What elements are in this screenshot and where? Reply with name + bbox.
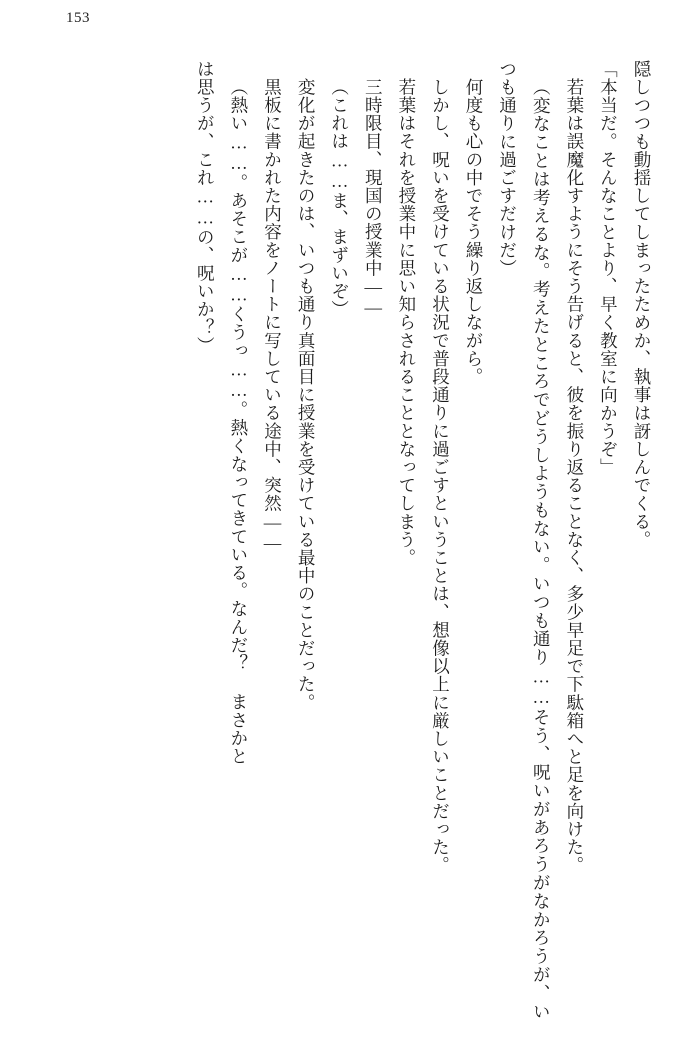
- paragraph: （これは……ま、まずいぞ）: [329, 77, 350, 318]
- paragraph: 三時限目、現国の授業中――: [363, 77, 384, 318]
- paragraph: （熱い……。あそこが……くうっ……。熱くなってきている。なんだ？ まさかと: [228, 77, 249, 765]
- paragraph: は思うが、これ……の、呪いか？）: [195, 60, 216, 355]
- paragraph: （変なことは考えるな。考えたところでどうしようもない。いつも通り……そう、呪いがあろうがなかろうが、いつも通りに過ごすだけだ）: [497, 60, 552, 1020]
- paragraph: 何度も心の中でそう繰り返しながら。: [464, 77, 485, 386]
- paragraph: 黒板に書かれた内容をノートに写している途中、突然――: [262, 77, 283, 554]
- novel-body-text: [38, 60, 658, 1020]
- page-number: 153: [66, 10, 90, 26]
- paragraph: しかし、呪いを受けている状況で普段通りに過ごすということは、想像以上に厳しいことだった。: [430, 77, 451, 874]
- paragraph: 若葉は誤魔化すようにそう告げると、彼を振り返ることなく、多少早足で下駄箱へと足を向けた。: [564, 77, 585, 874]
- paragraph: 若葉はそれを授業中に思い知らされることとなってしまう。: [396, 77, 417, 567]
- paragraph: 隠しつつも動揺してしまったためか、執事は訝しんでくる。: [632, 60, 652, 549]
- paragraph: 「本当だ。そんなことより、早く教室に向かうぞ」: [598, 60, 619, 477]
- paragraph: 変化が起きたのは、いつも通り真面目に授業を受けている最中のことだった。: [296, 77, 317, 711]
